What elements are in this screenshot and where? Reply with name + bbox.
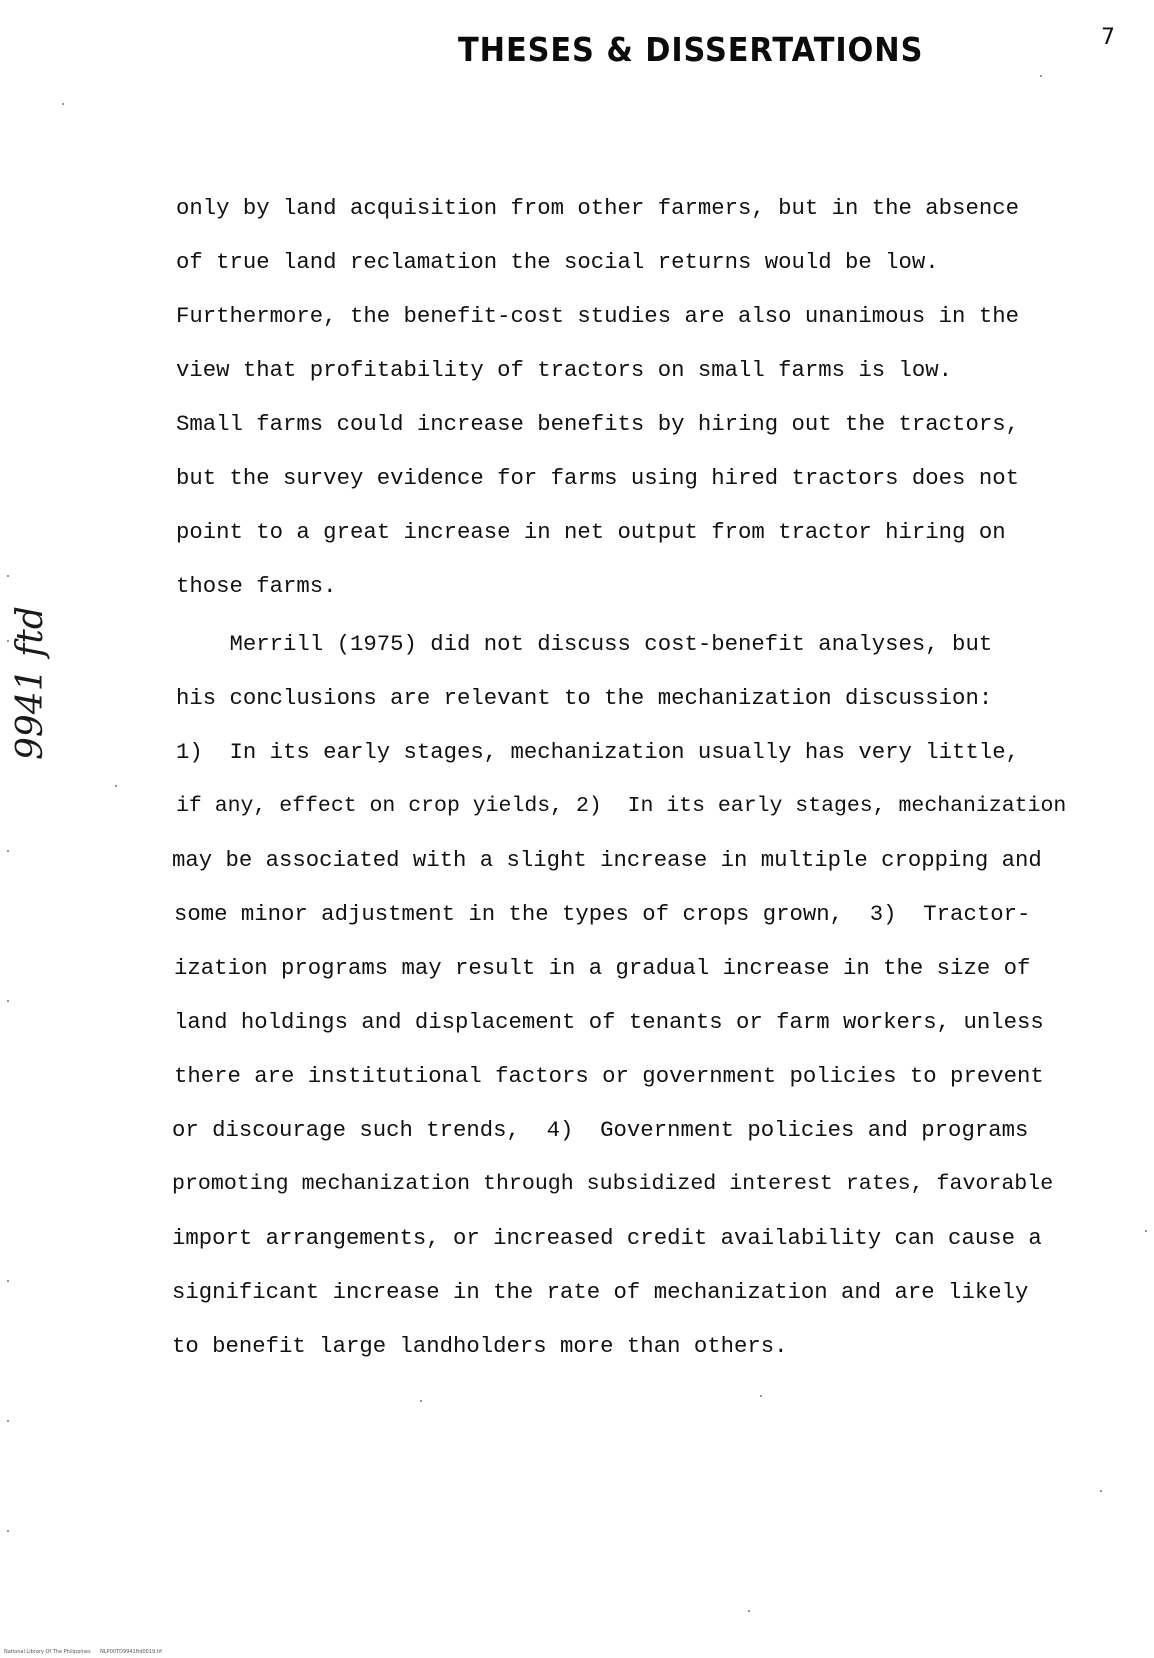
footer-library: National Library Of The Philippines [4, 1649, 91, 1655]
body-line: Furthermore, the benefit-cost studies are also unanimous in the [176, 303, 1019, 329]
body-line: to benefit large landholders more than others. [172, 1333, 788, 1359]
scan-speck [1040, 75, 1042, 77]
scan-speck [1100, 1490, 1102, 1492]
scan-speck [7, 1280, 9, 1282]
body-line: of true land reclamation the social returns would be low. [176, 249, 939, 275]
body-line: but the survey evidence for farms using hired tractors does not [176, 465, 1019, 491]
body-line: those farms. [176, 573, 337, 599]
scan-speck [748, 1610, 750, 1612]
scan-footer [4, 1649, 162, 1655]
scan-speck [115, 785, 117, 787]
theses-dissertations-stamp: THESES & DISSERTATIONS [458, 30, 924, 69]
scan-speck [7, 850, 9, 852]
scan-speck [7, 575, 9, 577]
scan-speck [420, 1400, 422, 1402]
body-line: there are institutional factors or government policies to prevent [174, 1063, 1044, 1089]
body-line: view that profitability of tractors on small farms is low. [176, 357, 953, 383]
page-number: 7 [1101, 25, 1115, 50]
handwritten-margin-note: 9941 ftd [10, 606, 51, 760]
body-line: import arrangements, or increased credit availability can cause a [172, 1225, 1042, 1251]
body-line: if any, effect on crop yields, 2) In its early stages, mechanization [176, 794, 1067, 818]
body-line: ization programs may result in a gradual increase in the size of [174, 955, 1031, 981]
scan-speck [1145, 1230, 1147, 1232]
body-line: significant increase in the rate of mechanization and are likely [172, 1279, 1029, 1305]
scan-speck [7, 1530, 9, 1532]
footer-file: NLP00TD9941ftd0019.tif [100, 1649, 162, 1655]
scan-speck [7, 1000, 9, 1002]
body-line: point to a great increase in net output from tractor hiring on [176, 519, 1006, 545]
body-line: some minor adjustment in the types of crops grown, 3) Tractor- [174, 901, 1031, 927]
body-line: land holdings and displacement of tenants or farm workers, unless [174, 1009, 1044, 1035]
scan-speck [7, 640, 9, 642]
scan-speck [62, 103, 64, 105]
body-line: may be associated with a slight increase in multiple cropping and [172, 847, 1042, 873]
body-line: promoting mechanization through subsidized interest rates, favorable [172, 1172, 1054, 1196]
scan-speck [760, 1395, 762, 1397]
body-line: his conclusions are relevant to the mechanization discussion: [176, 685, 993, 711]
scan-speck [7, 1420, 9, 1422]
body-line: 1) In its early stages, mechanization usually has very little, [176, 739, 1019, 765]
body-line: Merrill (1975) did not discuss cost-benefit analyses, but [176, 631, 993, 657]
body-line: or discourage such trends, 4) Government policies and programs [172, 1117, 1029, 1143]
body-line: only by land acquisition from other farmers, but in the absence [176, 195, 1019, 221]
body-line: Small farms could increase benefits by hiring out the tractors, [176, 411, 1019, 437]
